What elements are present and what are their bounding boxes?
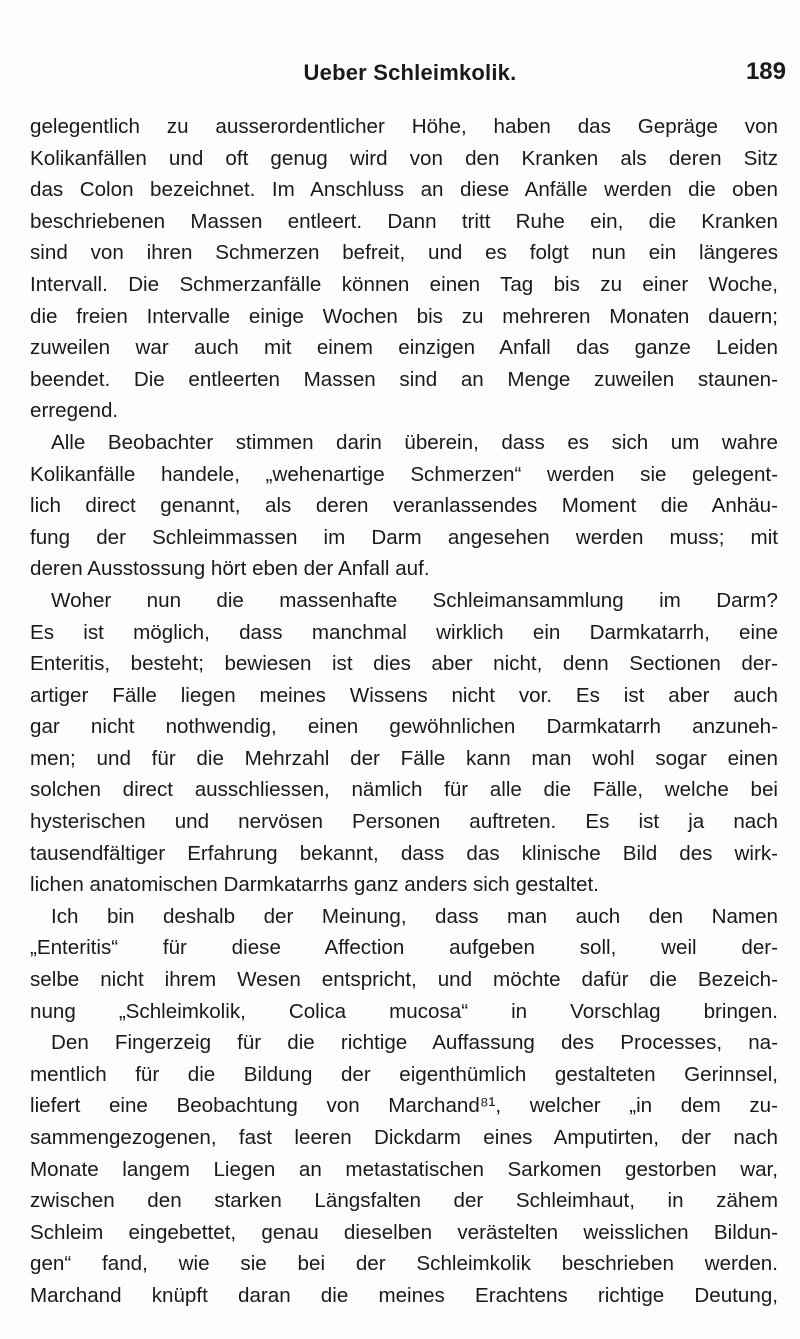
- text-line: gelegentlich zu ausserordentlicher Höhe, haben das Gepräge von: [30, 115, 778, 138]
- text-line: Enteritis, besteht; bewiesen ist dies aber nicht, denn Sectionen der-: [30, 652, 778, 676]
- paragraph-start-line: Ich bin deshalb der Meinung, dass man auch den Namen: [51, 904, 778, 928]
- text-line: lichen anatomischen Darmkatarrhs ganz anders sich gestaltet.: [30, 873, 599, 897]
- text-line: artiger Fälle liegen meines Wissens nicht vor. Es ist aber auch: [30, 683, 778, 707]
- paragraph-start-line: Den Fingerzeig für die richtige Auffassung des Processes, na-: [51, 1031, 778, 1055]
- body-text: [30, 111, 778, 1312]
- running-title: Ueber Schleimkolik.: [303, 60, 517, 85]
- text-line: gar nicht nothwendig, einen gewöhnlichen Darmkatarrh anzuneh-: [30, 715, 778, 739]
- text-line: lich direct genannt, als deren veranlassendes Moment die Anhäu-: [30, 494, 778, 518]
- text-line: beschriebenen Massen entleert. Dann tritt Ruhe ein, die Kranken: [30, 209, 778, 233]
- text-line: fung der Schleimmassen im Darm angesehen werden muss; mit: [30, 525, 778, 549]
- paragraph-start-line: Woher nun die massenhafte Schleimansammlung im Darm?: [51, 588, 778, 612]
- text-line: erregend.: [30, 399, 119, 423]
- text-line: Intervall. Die Schmerzanfälle können einen Tag bis zu einer Woche,: [30, 272, 778, 296]
- text-line: nung „Schleimkolik, Colica mucosa“ in Vorschlag bringen.: [30, 999, 778, 1023]
- text-line: deren Ausstossung hört eben der Anfall auf.: [30, 557, 430, 581]
- text-line: Es ist möglich, dass manchmal wirklich ein Darmkatarrh, eine: [30, 620, 778, 644]
- text-line: men; und für die Mehrzahl der Fälle kann man wohl sogar einen: [30, 746, 778, 770]
- text-line: „Enteritis“ für diese Affection aufgeben soll, weil der-: [30, 936, 778, 960]
- text-line: Kolikanfälle handele, „wehenartige Schmerzen“ werden sie gelegent-: [30, 462, 778, 486]
- text-line: Marchand knüpft daran die meines Erachtens richtige Deutung,: [30, 1283, 778, 1307]
- page-number: 189: [745, 58, 786, 85]
- text-line: beendet. Die entleerten Massen sind an Menge zuweilen staunen-: [30, 367, 778, 391]
- text-line: Monate langem Liegen an metastatischen Sarkomen gestorben war,: [30, 1157, 778, 1181]
- text-line: Kolikanfällen und oft genug wird von den Kranken als deren Sitz: [30, 146, 778, 170]
- text-line: sind von ihren Schmerzen befreit, und es folgt nun ein längeres: [30, 241, 778, 265]
- text-line: mentlich für die Bildung der eigenthümlich gestalteten Gerinnsel,: [30, 1062, 778, 1086]
- text-line: das Colon bezeichnet. Im Anschluss an diese Anfälle werden die oben: [30, 178, 778, 202]
- text-line: die freien Intervalle einige Wochen bis zu mehreren Monaten dauern;: [30, 304, 778, 328]
- paragraph-start-line: Alle Beobachter stimmen darin überein, dass es sich um wahre: [51, 430, 778, 454]
- text-line: hysterischen und nervösen Personen auftreten. Es ist ja nach: [30, 810, 778, 834]
- text-line: zuweilen war auch mit einem einzigen Anfall das ganze Leiden: [30, 336, 778, 360]
- text-line: tausendfältiger Erfahrung bekannt, dass das klinische Bild des wirk-: [30, 841, 778, 865]
- text-line: liefert eine Beobachtung von Marchand⁸¹, welcher „in dem zu-: [30, 1094, 778, 1118]
- text-line: zwischen den starken Längsfalten der Schleimhaut, in zähem: [30, 1189, 778, 1213]
- text-line: Schleim eingebettet, genau dieselben verästelten weisslichen Bildun-: [30, 1220, 778, 1244]
- page-header: [30, 58, 790, 88]
- text-line: selbe nicht ihrem Wesen entspricht, und möchte dafür die Bezeich-: [30, 968, 778, 992]
- text-line: gen“ fand, wie sie bei der Schleimkolik beschrieben werden.: [30, 1252, 778, 1276]
- text-line: solchen direct ausschliessen, nämlich für alle die Fälle, welche bei: [30, 778, 778, 802]
- text-line: sammengezogenen, fast leeren Dickdarm eines Amputirten, der nach: [30, 1126, 778, 1149]
